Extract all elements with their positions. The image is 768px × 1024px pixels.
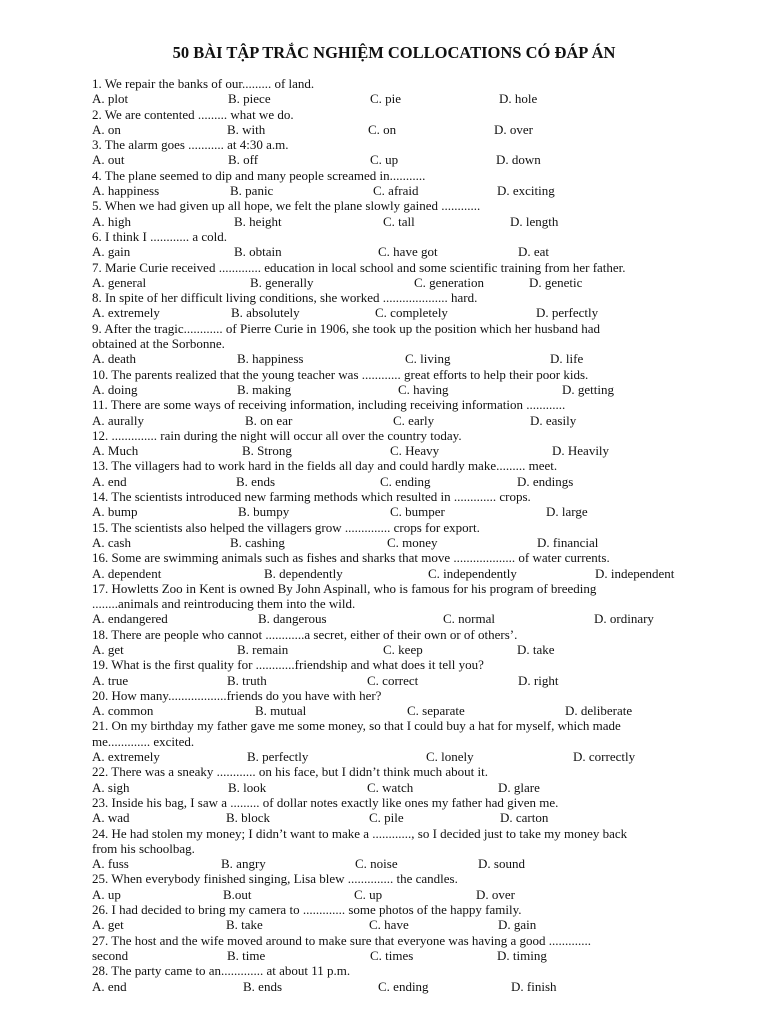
question-item — [92, 321, 692, 367]
answer-option: C. separate — [407, 703, 465, 719]
question-stem: me............. excited. — [92, 733, 195, 749]
answer-option: D. over — [476, 886, 515, 902]
answer-options — [92, 917, 692, 932]
question-stem: obtained at the Sorbonne. — [92, 336, 225, 352]
question-stem: 3. The alarm goes ........... at 4:30 a.m. — [92, 137, 289, 153]
answer-option: D. life — [550, 351, 584, 367]
question-item — [92, 198, 692, 229]
answer-option: B. absolutely — [231, 305, 300, 321]
question-item — [92, 137, 692, 168]
answer-option: C. watch — [367, 779, 414, 795]
answer-options — [92, 703, 692, 718]
answer-options — [92, 948, 692, 963]
answer-option: A. up — [92, 886, 121, 902]
question-stem: 9. After the tragic............ of Pierre Curie in 1906, she took up the position which her husband had — [92, 320, 600, 336]
answer-option: C. ending — [380, 473, 431, 489]
answer-option: D. deliberate — [565, 703, 633, 719]
question-stem: 18. There are people who cannot ............a secret, either of their own or of others’. — [92, 626, 518, 642]
question-item — [92, 458, 692, 489]
question-stem: 22. There was a sneaky ............ on his face, but I didn’t think much about it. — [92, 764, 488, 780]
answer-option: A. sigh — [92, 779, 130, 795]
answer-option: second — [92, 947, 129, 963]
question-item — [92, 489, 692, 520]
answer-options — [92, 443, 692, 458]
answer-option: D. sound — [478, 856, 525, 872]
answer-option: D. timing — [497, 947, 547, 963]
answer-option: A. cash — [92, 534, 131, 550]
question-stem: ........animals and reintroducing them into the wild. — [92, 596, 356, 612]
question-stem: 17. Howletts Zoo in Kent is owned By John Aspinall, who is famous for his program of breeding — [92, 580, 597, 596]
answer-option: A. bump — [92, 504, 138, 520]
answer-option: D. ordinary — [594, 611, 654, 627]
question-item — [92, 290, 692, 321]
answer-option: B. angry — [221, 856, 266, 872]
question-item — [92, 627, 692, 658]
answer-option: C. living — [405, 351, 451, 367]
answer-option: C. lonely — [426, 749, 474, 765]
question-stem: 20. How many..................friends do you have with her? — [92, 687, 382, 703]
answer-options — [92, 810, 692, 825]
question-item — [92, 260, 692, 291]
answer-option: C. Heavy — [390, 443, 440, 459]
answer-option: A. end — [92, 473, 127, 489]
question-item — [92, 795, 692, 826]
answer-option: A. gain — [92, 244, 131, 260]
answer-option: B. Strong — [242, 443, 292, 459]
answer-option: B. look — [228, 779, 267, 795]
answer-option: C. normal — [443, 611, 495, 627]
answer-option: C. on — [368, 121, 397, 137]
answer-options — [92, 979, 692, 994]
answer-option: A. dependent — [92, 565, 162, 581]
answer-options — [92, 91, 692, 106]
question-stem: from his schoolbag. — [92, 840, 195, 856]
answer-option: B. bumpy — [238, 504, 290, 520]
answer-option: C. tall — [383, 213, 415, 229]
answer-option: A. endangered — [92, 611, 168, 627]
answer-option: C. have — [369, 917, 409, 933]
question-item — [92, 520, 692, 551]
answer-option: A. out — [92, 152, 125, 168]
answer-option: A. high — [92, 213, 131, 229]
answer-option: B. block — [226, 810, 271, 826]
question-item — [92, 367, 692, 398]
question-stem: 10. The parents realized that the young teacher was ............ great efforts to help their poor kids. — [92, 366, 589, 382]
question-item — [92, 168, 692, 199]
question-stem: 13. The villagers had to work hard in the fields all day and could hardly make......... meet. — [92, 458, 558, 474]
answer-option: A. get — [92, 917, 124, 933]
answer-option: C. ending — [378, 978, 429, 994]
question-stem: 16. Some are swimming animals such as fishes and sharks that move ................... of water currents. — [92, 550, 610, 566]
question-stem: 5. When we had given up all hope, we felt the plane slowly gained ............ — [92, 198, 481, 214]
answer-option: D. hole — [499, 91, 538, 107]
answer-option: B. generally — [250, 274, 314, 290]
question-stem: 14. The scientists introduced new farming methods which resulted in ............. crops. — [92, 489, 531, 505]
question-item — [92, 657, 692, 688]
answer-option: B. height — [234, 213, 282, 229]
question-item — [92, 871, 692, 902]
question-list — [92, 76, 692, 994]
answer-option: B. dependently — [264, 565, 343, 581]
answer-options — [92, 642, 692, 657]
answer-option: D. exciting — [497, 183, 555, 199]
question-stem: 6. I think I ............ a cold. — [92, 228, 228, 244]
question-stem: 15. The scientists also helped the villagers grow .............. crops for export. — [92, 519, 480, 535]
answer-option: D. carton — [500, 810, 549, 826]
answer-option: B. ends — [236, 473, 275, 489]
answer-option: C. early — [393, 412, 435, 428]
answer-option: D. right — [518, 672, 559, 688]
answer-option: D. perfectly — [536, 305, 599, 321]
answer-option: A. on — [92, 121, 121, 137]
answer-options — [92, 504, 692, 519]
answer-option: C. pie — [370, 91, 402, 107]
answer-option: A. true — [92, 672, 129, 688]
answer-option: B.out — [223, 886, 252, 902]
answer-option: B. ends — [243, 978, 282, 994]
answer-option: A. doing — [92, 381, 138, 397]
answer-option: A. plot — [92, 91, 129, 107]
question-stem: 28. The party came to an............. at about 11 p.m. — [92, 963, 351, 979]
answer-option: D. eat — [518, 244, 550, 260]
answer-option: D. glare — [498, 779, 540, 795]
answer-options — [92, 244, 692, 259]
answer-option: C. generation — [414, 274, 485, 290]
answer-option: C. up — [354, 886, 383, 902]
answer-option: A. happiness — [92, 183, 160, 199]
answer-option: B. happiness — [237, 351, 304, 367]
question-item — [92, 229, 692, 260]
answer-option: B. off — [228, 152, 259, 168]
answer-option: C. completely — [375, 305, 448, 321]
answer-option: C. money — [387, 534, 438, 550]
answer-options — [92, 611, 692, 626]
answer-option: D. genetic — [529, 274, 583, 290]
question-stem: 27. The host and the wife moved around to make sure that everyone was having a good ............. — [92, 932, 592, 948]
answer-option: D. financial — [537, 534, 599, 550]
answer-option: A. end — [92, 978, 127, 994]
answer-options — [92, 673, 692, 688]
answer-option: B. with — [227, 121, 266, 137]
answer-option: A. aurally — [92, 412, 144, 428]
question-item — [92, 902, 692, 933]
answer-option: D. easily — [530, 412, 577, 428]
answer-options — [92, 382, 692, 397]
question-item — [92, 826, 692, 872]
answer-option: B. cashing — [230, 534, 285, 550]
answer-option: B. dangerous — [258, 611, 327, 627]
question-stem: 21. On my birthday my father gave me some money, so that I could buy a hat for myself, which made — [92, 718, 621, 734]
question-stem: 4. The plane seemed to dip and many people screamed in........... — [92, 167, 426, 183]
answer-option: A. extremely — [92, 749, 160, 765]
answer-option: B. mutual — [255, 703, 307, 719]
answer-option: B. piece — [228, 91, 271, 107]
answer-options — [92, 214, 692, 229]
answer-option: B. time — [227, 947, 266, 963]
answer-options — [92, 413, 692, 428]
answer-option: D. finish — [511, 978, 557, 994]
answer-option: A. wad — [92, 810, 130, 826]
answer-option: B. perfectly — [247, 749, 309, 765]
answer-option: C. keep — [383, 641, 423, 657]
question-stem: 23. Inside his bag, I saw a ......... of dollar notes exactly like ones my father had given me. — [92, 794, 559, 810]
question-item — [92, 550, 692, 581]
question-item — [92, 397, 692, 428]
answer-option: C. independently — [428, 565, 517, 581]
question-stem: 11. There are some ways of receiving information, including receiving information ............ — [92, 397, 566, 413]
answer-option: B. take — [226, 917, 263, 933]
question-stem: 26. I had decided to bring my camera to ............. some photos of the happy family. — [92, 902, 522, 918]
answer-option: A. get — [92, 641, 124, 657]
question-item — [92, 963, 692, 994]
answer-option: A. death — [92, 351, 137, 367]
answer-option: A. common — [92, 703, 154, 719]
answer-option: B. panic — [230, 183, 274, 199]
answer-option: C. up — [370, 152, 399, 168]
question-item — [92, 933, 692, 964]
question-stem: 24. He had stolen my money; I didn’t want to make a ............, so I decided just to take my money back — [92, 825, 628, 841]
question-item — [92, 764, 692, 795]
answer-options — [92, 152, 692, 167]
question-stem: 8. In spite of her difficult living conditions, she worked .................... hard. — [92, 290, 478, 306]
answer-option: D. length — [510, 213, 559, 229]
answer-option: A. extremely — [92, 305, 160, 321]
question-stem: 2. We are contented ......... what we do. — [92, 106, 294, 122]
answer-options — [92, 887, 692, 902]
answer-option: B. obtain — [234, 244, 282, 260]
question-stem: 1. We repair the banks of our......... of land. — [92, 76, 315, 91]
answer-option: D. take — [517, 641, 555, 657]
answer-option: D. large — [546, 504, 588, 520]
answer-option: C. have got — [378, 244, 438, 260]
answer-option: D. down — [496, 152, 541, 168]
answer-option: D. endings — [517, 473, 574, 489]
answer-option: B. remain — [237, 641, 289, 657]
answer-option: C. pile — [369, 810, 404, 826]
answer-option: A. Much — [92, 443, 139, 459]
answer-options — [92, 535, 692, 550]
answer-options — [92, 122, 692, 137]
answer-option: C. afraid — [373, 183, 419, 199]
answer-option: A. fuss — [92, 856, 129, 872]
question-item — [92, 688, 692, 719]
question-stem: 12. .............. rain during the night will occur all over the country today. — [92, 427, 462, 443]
answer-options — [92, 749, 692, 764]
question-stem: 25. When everybody finished singing, Lisa blew .............. the candles. — [92, 871, 458, 887]
answer-options — [92, 566, 692, 581]
answer-option: B. truth — [227, 672, 267, 688]
answer-option: B. making — [237, 381, 292, 397]
answer-option: C. having — [398, 381, 449, 397]
answer-options — [92, 474, 692, 489]
answer-options — [92, 780, 692, 795]
question-item — [92, 718, 692, 764]
answer-option: C. bumper — [390, 504, 445, 520]
answer-option: D. correctly — [573, 749, 636, 765]
answer-option: D. Heavily — [552, 443, 610, 459]
question-stem: 7. Marie Curie received ............. education in local school and some scientific training from her father. — [92, 259, 626, 275]
question-stem: 19. What is the first quality for ............friendship and what does it tell you? — [92, 657, 484, 673]
answer-option: D. gain — [498, 917, 537, 933]
answer-options — [92, 275, 692, 290]
answer-option: C. times — [370, 947, 414, 963]
question-item — [92, 581, 692, 627]
answer-options — [92, 856, 692, 871]
question-item — [92, 76, 692, 107]
answer-options — [92, 183, 692, 198]
answer-options — [92, 351, 692, 366]
question-item — [92, 107, 692, 138]
document-title: 50 BÀI TẬP TRẮC NGHIỆM COLLOCATIONS CÓ ĐÁP ÁN — [172, 43, 616, 62]
answer-options — [92, 305, 692, 320]
answer-option: B. on ear — [245, 412, 293, 428]
question-item — [92, 428, 692, 459]
answer-option: C. noise — [355, 856, 398, 872]
answer-option: D. over — [494, 121, 533, 137]
answer-option: D. independent — [595, 565, 675, 581]
answer-option: D. getting — [562, 381, 614, 397]
answer-option: C. correct — [367, 672, 419, 688]
answer-option: A. general — [92, 274, 147, 290]
